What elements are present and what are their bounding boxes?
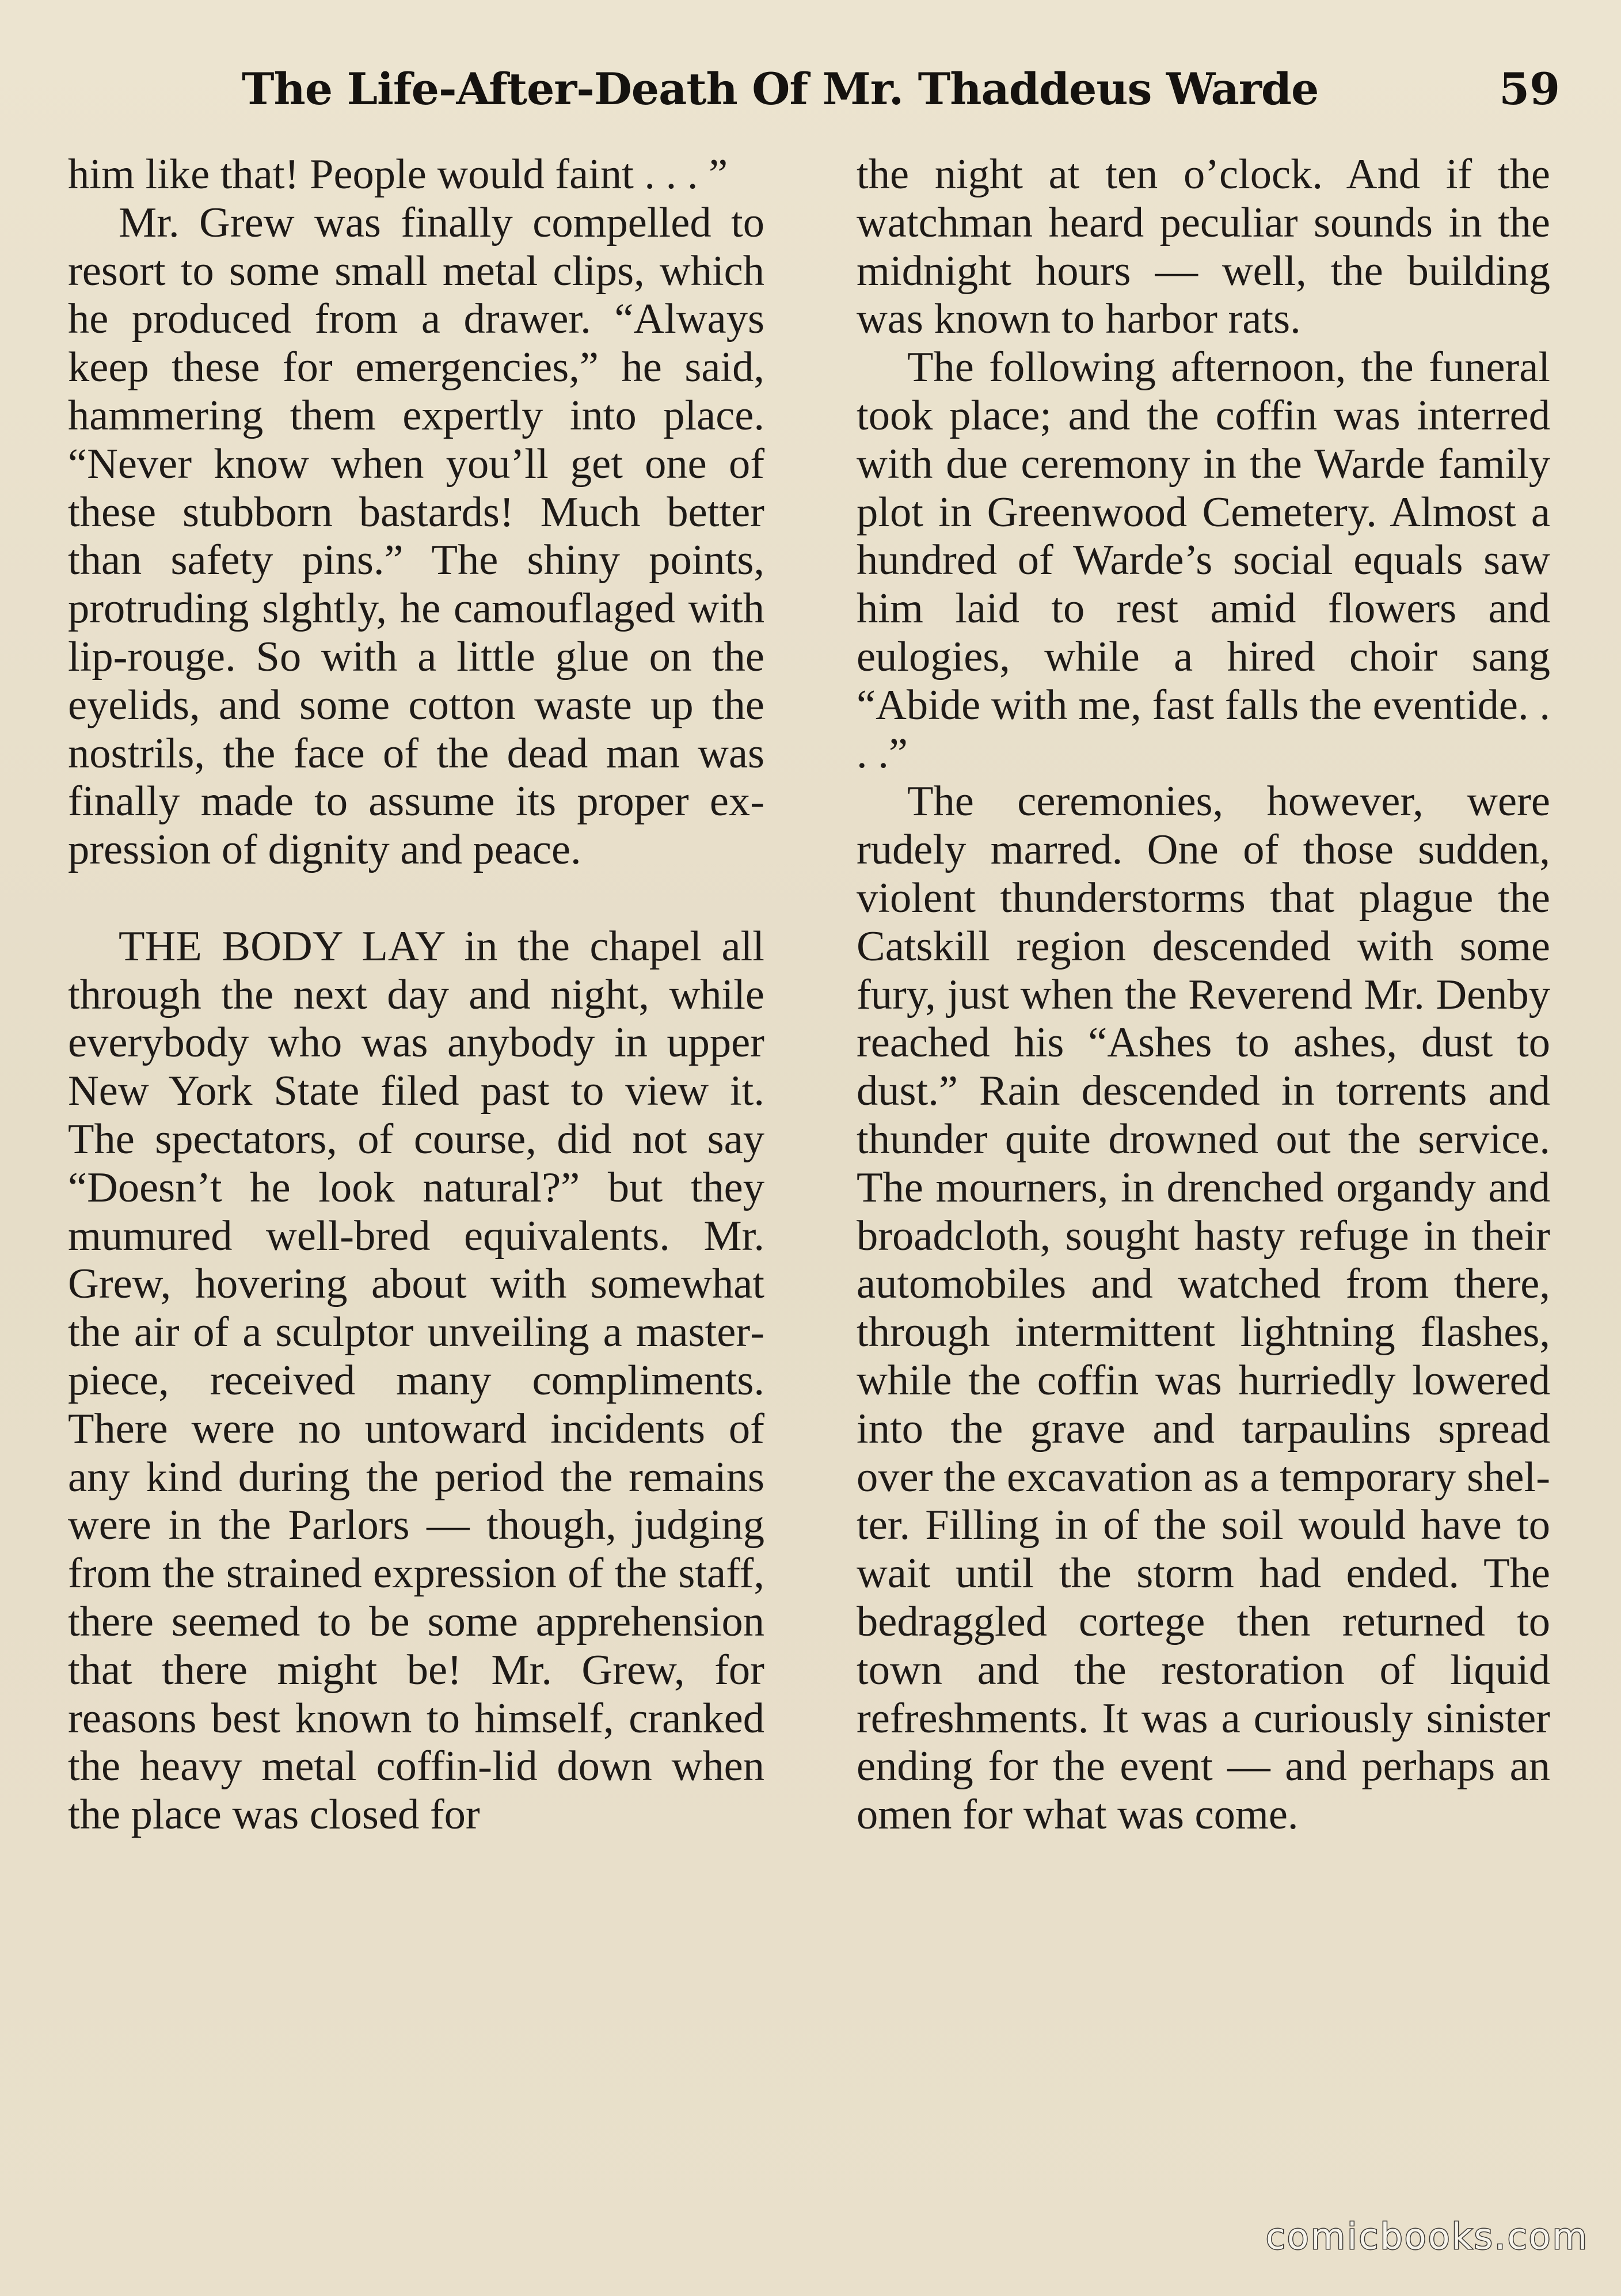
paragraph: Mr. Grew was finally compelled to resort to some small metal clips, which he produced from a drawer. “Always keep these for emergencies,” he said, hammering them expertly into place. “Never know when you’ll get one of these stubborn bastards! Much better than safety pins.” The shiny points, protruding slghtly, he camouflaged with lip-rouge. So with a little glue on the eyelids, and some cotton waste up the nostrils, the face of the dead man was finally made to assume its proper expression of dignity and peace. (68, 199, 764, 874)
paragraph: him like that! People would faint . . . ” (68, 151, 728, 198)
running-title: The Life-After-Death Of Mr. Thaddeus Warde (242, 63, 1319, 115)
paragraph: The ceremonies, however, were rudely marred. One of those sudden, violent thunderstorms that plague the Catskill region descended with some fury, just when the Reverend Mr. Denby reached his “Ashes to ashes, dust to dust.” Rain descended in torrents and thunder quite drowned out the service. The mourners, in drenched organdy and broadcloth, sought hasty refuge in their automobiles and watched from there, through intermittent lightning flashes, while the coffin was hurriedly lowered into the grave and tarpaulins spread over the excavation as a temporary shelter. Filling in of the soil would have to wait until the storm had ended. The bedraggled cortege then returned to town and the restoration of liquid refreshments. It was a curiously sinister ending for the event — and perhaps an omen for what was come. (857, 778, 1550, 1839)
watermark-logo: comicbooks.com (1265, 2215, 1589, 2257)
left-text-column (68, 151, 764, 1839)
paragraph: The following afternoon, the funeral took place; and the coffin was interred with due ceremony in the Warde family plot in Greenwood Cemetery. Almost a hundred of Warde’s social equals saw him laid to rest amid flowers and eulogies, while a hired choir sang “Abide with me, fast falls the eventide. . . .” (857, 344, 1550, 777)
page-number: 59 (1499, 63, 1560, 115)
paragraph: the night at ten o’clock. And if the watchman heard peculiar sounds in the midnight hours — well, the building was known to harbor rats. (857, 151, 1550, 343)
section-paragraph: THE BODY LAY in the chapel all through the next day and night, while everybody who was anybody in upper New York State filed past to view it. The spectators, of course, did not say “Doesn’t he look natural?” but they mumured well-bred equivalents. Mr. Grew, hovering about with somewhat the air of a sculptor unveiling a masterpiece, received many compliments. There were no untoward incidents of any kind during the period the remains were in the Parlors — though, judging from the strained expression of the staff, there seemed to be some apprehension that there might be! Mr. Grew, for reasons best known to himself, cranked the heavy metal coffin-lid down when the place was closed for (68, 922, 764, 1839)
right-text-column (857, 151, 1550, 1839)
